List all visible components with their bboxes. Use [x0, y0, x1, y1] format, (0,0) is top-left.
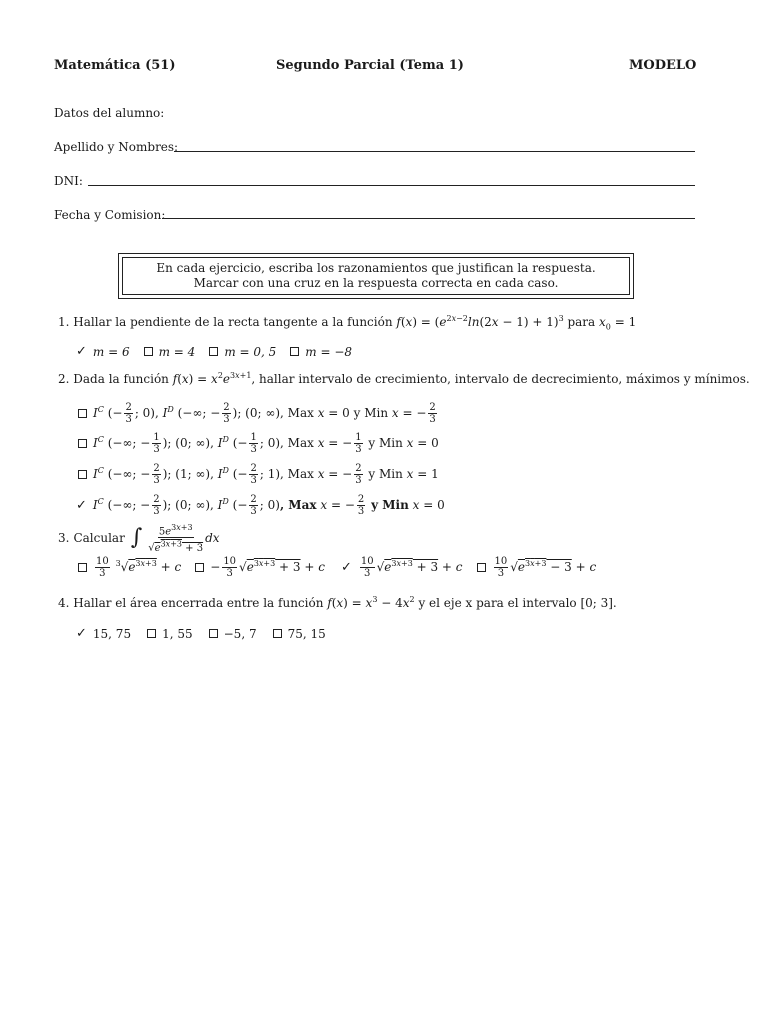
option-1a[interactable]: m = 6 [92, 344, 130, 359]
question-3: 3. Calcular ∫ $\frac{5e^{3x+3}}{√e^{3x+3} + 3}$ dx [58, 523, 220, 554]
date-label: Fecha y Comision: [54, 208, 166, 222]
question-1-options [76, 344, 352, 359]
checkbox-4d[interactable] [273, 629, 282, 638]
checkbox-3b[interactable] [195, 563, 204, 572]
checkbox-2c[interactable] [78, 470, 87, 479]
option-4c[interactable]: −5, 7 [223, 626, 257, 641]
option-4d[interactable]: 75, 15 [287, 626, 326, 641]
question-3-options [76, 556, 596, 579]
check-icon: ✓ [340, 560, 352, 575]
option-2b[interactable]: $I^C$ (−∞; − $\frac{1}{3}$ ); (0; ∞), $I^D$ (− $\frac{1}{3}$ ; 0), Max x = − $\frac{1}{3}$ y Min x = 0 [76, 432, 439, 455]
checkbox-1c[interactable] [209, 347, 218, 356]
checkbox-4c[interactable] [209, 629, 218, 638]
name-field[interactable] [174, 151, 695, 152]
question-1: 1. Hallar la pendiente de la recta tangente a la función $f(x) = (e^{2x-2}\ln(2x - 1) + 1)^3$ para $x_0 = 1$ [58, 314, 637, 332]
option-3a[interactable]: $\frac{10}{3}$ $^3√e^{3x+3} + c$ [96, 556, 182, 579]
option-2d[interactable]: ✓ $I^C$ (−∞; − $\frac{2}{3}$ ); (0; ∞), $I^D$ (− $\frac{2}{3}$ ; 0), Max x = − $\frac{2}{3}$ y Min x = 0 [76, 494, 445, 517]
dni-label: DNI: [54, 174, 83, 188]
check-icon: ✓ [76, 498, 87, 513]
checkbox-2a[interactable] [78, 409, 87, 418]
question-2: 2. Dada la función $f(x) = x^2e^{3x+1}$, hallar intervalo de crecimiento, intervalo de decrecimiento, máximos y mínimos. [58, 371, 750, 386]
checkbox-2b[interactable] [78, 439, 87, 448]
question-4-options [76, 626, 326, 641]
instructions-line-2: Marcar con una cruz en la respuesta correcta en cada caso. [193, 276, 559, 290]
check-icon: ✓ [76, 344, 87, 359]
option-1b[interactable]: m = 4 [158, 344, 196, 359]
option-4a[interactable]: 15, 75 [92, 626, 132, 641]
question-4: 4. Hallar el área encerrada entre la función $f(x) = x^3 - 4x^2$ y el eje x para el intervalo [0; 3]. [58, 595, 617, 610]
instructions-line-1: En cada ejercicio, escriba los razonamientos que justifican la respuesta. [156, 261, 596, 275]
exam-title: Segundo Parcial (Tema 1) [276, 58, 464, 73]
option-2a[interactable]: $I^C$ (− $\frac{2}{3}$ ; 0), $I^D$ (−∞; − $\frac{2}{3}$ ); (0; ∞), Max x = 0 y Min x = − $\frac{2}{3}$ [76, 402, 439, 425]
checkbox-1d[interactable] [290, 347, 299, 356]
course-title: Matemática (51) [54, 58, 176, 73]
name-label: Apellido y Nombres: [54, 140, 179, 154]
option-1d[interactable]: m = −8 [305, 344, 353, 359]
instructions-box [118, 253, 634, 299]
date-field[interactable] [162, 218, 695, 219]
dni-field[interactable] [88, 185, 695, 186]
checkbox-1b[interactable] [144, 347, 153, 356]
integral-sign: ∫ [130, 525, 143, 551]
option-4b[interactable]: 1, 55 [162, 626, 193, 641]
checkbox-4b[interactable] [147, 629, 156, 638]
option-3d[interactable]: $\frac{10}{3}$ $√e^{3x+3} - 3 + c$ [494, 556, 597, 579]
student-data-label: Datos del alumno: [54, 106, 165, 120]
option-2c[interactable]: $I^C$ (−∞; − $\frac{2}{3}$ ); (1; ∞), $I^D$ (− $\frac{2}{3}$ ; 1), Max x = − $\frac{2}{3}$ y Min x = 1 [76, 463, 439, 486]
checkbox-3d[interactable] [477, 563, 486, 572]
option-1c[interactable]: m = 0, 5 [224, 344, 277, 359]
option-3c[interactable]: $\frac{10}{3}$ $√e^{3x+3} + 3 + c$ [360, 556, 463, 579]
option-3b[interactable]: − $\frac{10}{3}$ $√e^{3x+3} + 3 + c$ [210, 556, 325, 579]
model-label: MODELO [629, 58, 697, 73]
checkbox-3a[interactable] [78, 563, 87, 572]
check-icon: ✓ [76, 626, 87, 641]
